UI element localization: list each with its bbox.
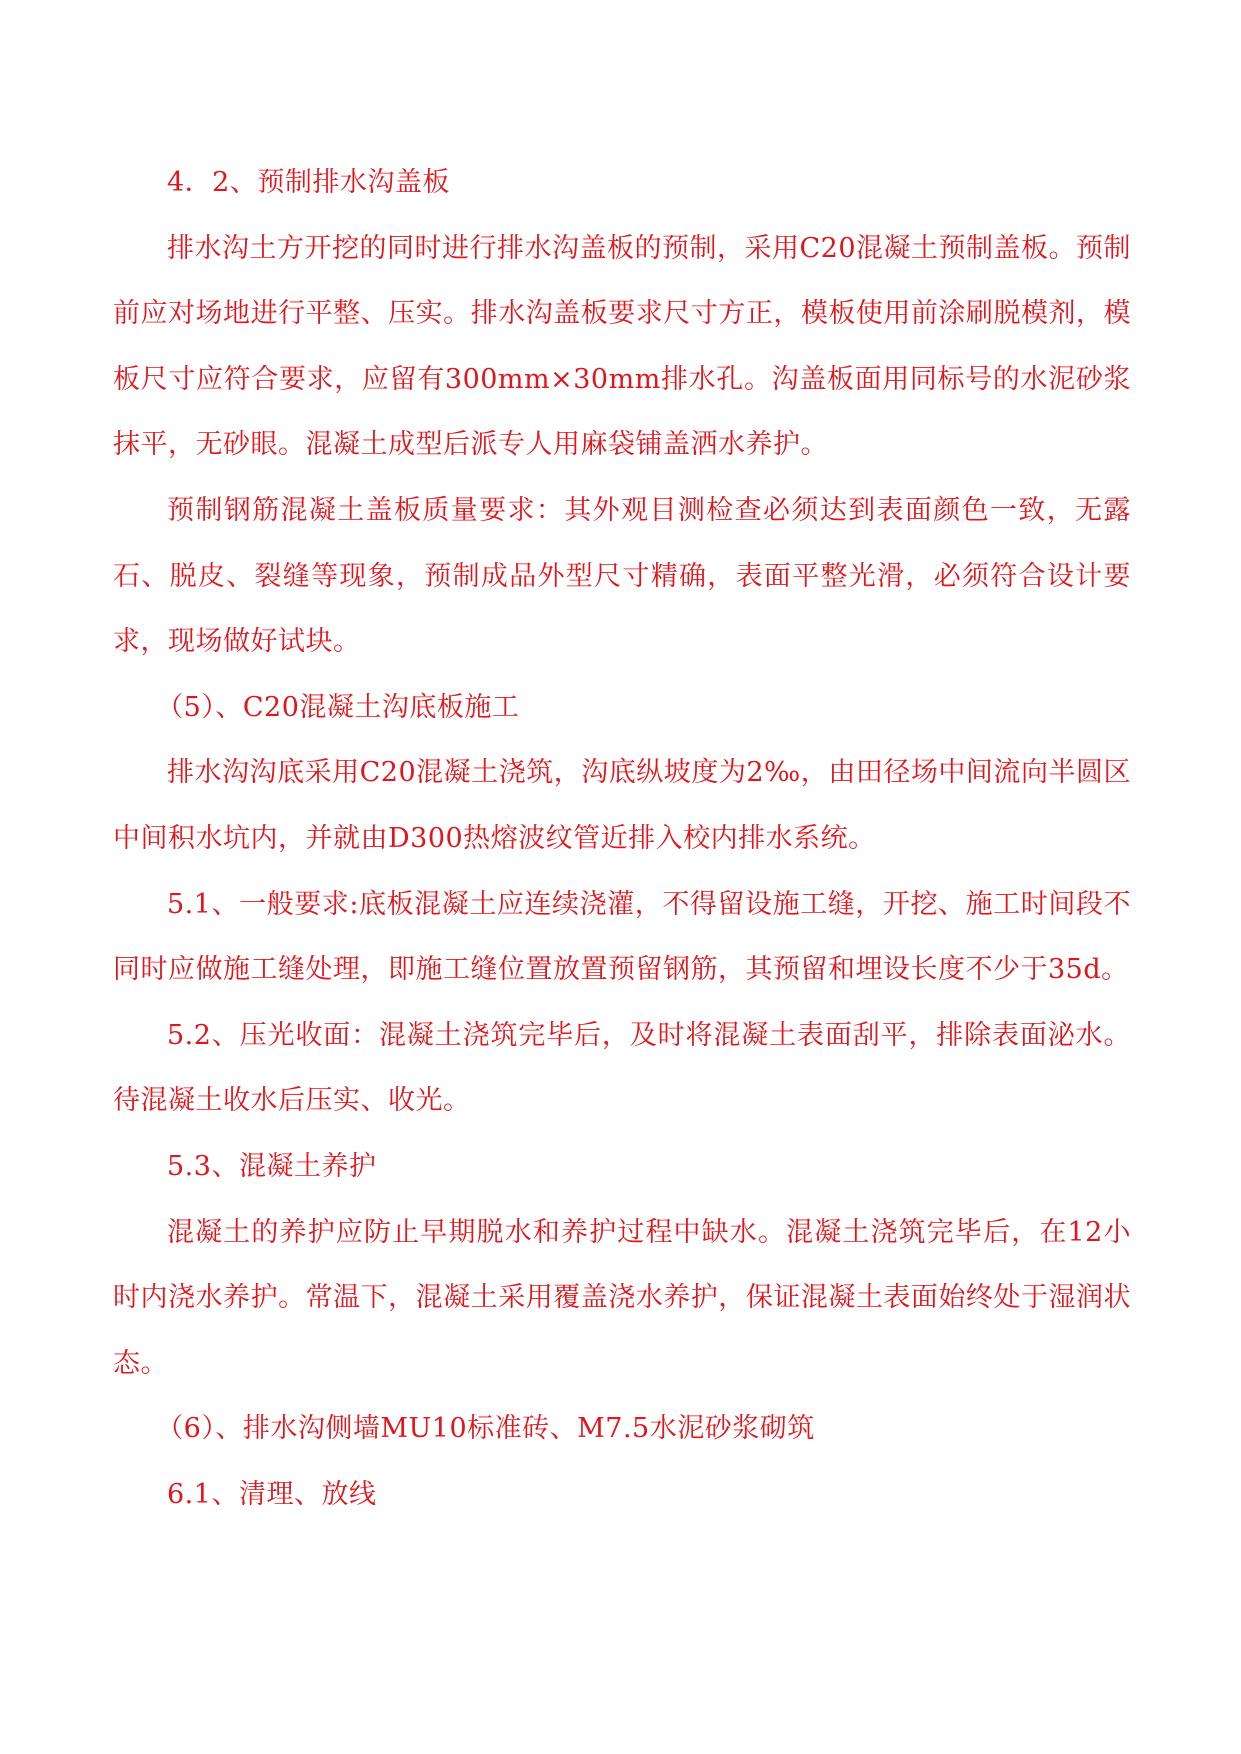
section-heading-5: （5）、C20混凝土沟底板施工 [156,691,520,723]
document-body [113,150,1131,1527]
paragraph-5-1-general: 5.1、一般要求:底板混凝土应连续浇灌，不得留设施工缝，开挖、施工时间段不同时应做施工缝处理，即施工缝位置放置预留钢筋，其预留和埋设长度不少于35d。 [113,888,1131,986]
paragraph-quality-requirements: 预制钢筋混凝土盖板质量要求：其外观目测检查必须达到表面颜色一致，无露石、脱皮、裂缝等现象，预制成品外型尺寸精确，表面平整光滑，必须符合设计要求，现场做好试块。 [113,494,1131,658]
section-heading-4-2: 4．2、预制排水沟盖板 [167,167,450,198]
paragraph-cover-plate-prefab: 排水沟土方开挖的同时进行排水沟盖板的预制，采用C20混凝土预制盖板。预制前应对场地进行平整、压实。排水沟盖板要求尺寸方正，模板使用前涂刷脱模剂，模板尺寸应符合要求，应留有300mm×30mm排水孔。沟盖板面用同标号的水泥砂浆抹平，无砂眼。混凝土成型后派专人用麻袋铺盖洒水养护。 [113,232,1132,461]
paragraph-5-2-finishing: 5.2、压光收面：混凝土浇筑完毕后，及时将混凝土表面刮平，排除表面泌水。待混凝土收水后压实、收光。 [113,1019,1131,1117]
paragraph-trench-bottom: 排水沟沟底采用C20混凝土浇筑，沟底纵坡度为2‰，由田径场中间流向半圆区中间积水坑内，并就由D300热熔波纹管近排入校内排水系统。 [113,757,1131,854]
section-heading-6: （6）、排水沟侧墙MU10标准砖、M7.5水泥砂浆砌筑 [156,1413,815,1445]
section-heading-5-3: 5.3、混凝土养护 [167,1150,377,1182]
section-heading-6-1: 6.1、清理、放线 [167,1478,377,1510]
paragraph-curing: 混凝土的养护应防止早期脱水和养护过程中缺水。混凝土浇筑完毕后，在12小时内浇水养护。常温下，混凝土采用覆盖浇水养护，保证混凝土表面始终处于湿润状态。 [113,1216,1131,1379]
